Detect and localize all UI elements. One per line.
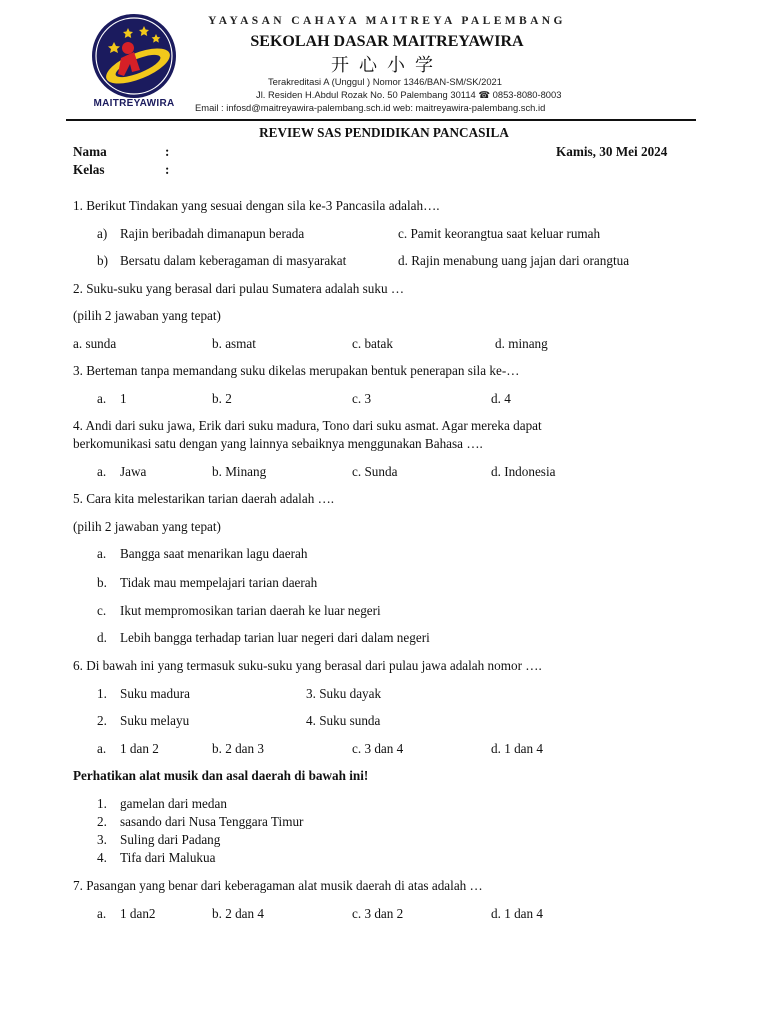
q4-option-a-marker: a. [97,464,107,479]
instruction-heading: Perhatikan alat musik dan asal daerah di bawah ini! [73,768,369,783]
question-1-text: 1. Berikut Tindakan yang sesuai dengan sila ke-3 Pancasila adalah…. [73,198,440,213]
school-logo [84,10,184,114]
instruction-item-1: gamelan dari medan [120,796,227,811]
q5-option-d: Lebih bangga terhadap tarian luar negeri dari dalam negeri [120,630,430,645]
q6-item-1-marker: 1. [97,686,107,701]
q6-item-3: 3. Suku dayak [306,686,382,701]
q2-option-d: d. minang [495,336,548,351]
instruction-item-2-marker: 2. [97,814,107,829]
question-2-text: 2. Suku-suku yang berasal dari pulau Sumatera adalah suku … [73,281,405,296]
q1-option-a: Rajin beribadah dimanapun berada [120,226,305,241]
header-divider [66,119,696,121]
q3-option-c: c. 3 [352,391,372,406]
q7-option-a: 1 dan2 [120,906,156,921]
worksheet-title: REVIEW SAS PENDIDIKAN PANCASILA [259,125,509,140]
q6-option-b: b. 2 dan 3 [212,741,265,756]
q2-option-c: c. batak [352,336,394,351]
school-name: SEKOLAH DASAR MAITREYAWIRA [250,33,524,50]
q4-option-d: d. Indonesia [491,464,556,479]
q6-option-c: c. 3 dan 4 [352,741,404,756]
q3-option-a-marker: a. [97,391,107,406]
class-colon: : [165,162,170,177]
q5-option-d-marker: d. [97,630,107,645]
q6-option-d: d. 1 dan 4 [491,741,544,756]
q3-option-a: 1 [120,391,127,406]
q3-option-d: d. 4 [491,391,511,406]
q5-option-c: Ikut mempromosikan tarian daerah ke luar negeri [120,603,381,618]
question-7-text: 7. Pasangan yang benar dari keberagaman alat musik daerah di atas adalah … [73,878,483,893]
q1-option-a-marker: a) [97,226,108,241]
logo-text: MAITREYAWIRA [93,98,175,109]
address-line: Jl. Residen H.Abdul Rozak No. 50 Palembang 30114 ☎ 0853-8080-8003 [256,89,562,100]
school-emblem-icon [88,12,180,100]
q7-option-d: d. 1 dan 4 [491,906,544,921]
question-5-text: 5. Cara kita melestarikan tarian daerah adalah …. [73,491,335,506]
instruction-item-3: Suling dari Padang [120,832,221,847]
foundation-name: YAYASAN CAHAYA MAITREYA PALEMBANG [208,15,566,27]
name-colon: : [165,144,170,159]
q7-option-c: c. 3 dan 2 [352,906,404,921]
q3-option-b: b. 2 [212,391,232,406]
instruction-item-2: sasando dari Nusa Tenggara Timur [120,814,304,829]
question-6-text: 6. Di bawah ini yang termasuk suku-suku yang berasal dari pulau jawa adalah nomor …. [73,658,542,673]
instruction-item-4-marker: 4. [97,850,107,865]
worksheet-date: Kamis, 30 Mei 2024 [556,144,668,159]
q6-option-a-marker: a. [97,741,107,756]
q1-option-b-marker: b) [97,253,108,268]
q5-option-a-marker: a. [97,546,107,561]
q7-option-a-marker: a. [97,906,107,921]
q4-option-b: b. Minang [212,464,267,479]
question-3-text: 3. Berteman tanpa memandang suku dikelas merupakan bentuk penerapan sila ke-… [73,363,520,378]
q5-option-a: Bangga saat menarikan lagu daerah [120,546,308,561]
q2-option-b: b. asmat [212,336,256,351]
q4-option-a: Jawa [120,464,147,479]
accreditation-line: Terakreditasi A (Unggul ) Nomor 1346/BAN-SM/SK/2021 [268,76,502,87]
q7-option-b: b. 2 dan 4 [212,906,265,921]
contact-line: Email : infosd@maitreyawira-palembang.sch.id web: maitreyawira-palembang.sch.id [195,102,546,113]
instruction-item-3-marker: 3. [97,832,107,847]
q5-option-c-marker: c. [97,603,107,618]
q1-option-b: Bersatu dalam keberagaman di masyarakat [120,253,347,268]
q5-option-b: Tidak mau mempelajari tarian daerah [120,575,318,590]
q6-option-a: 1 dan 2 [120,741,159,756]
instruction-item-4: Tifa dari Malukua [120,850,216,865]
instruction-item-1-marker: 1. [97,796,107,811]
q6-item-4: 4. Suku sunda [306,713,381,728]
q6-item-1: Suku madura [120,686,190,701]
q6-item-2-marker: 2. [97,713,107,728]
question-4-text-line2: berkomunikasi satu dengan yang lainnya sebaiknya menggunakan Bahasa …. [73,436,483,451]
question-5-note: (pilih 2 jawaban yang tepat) [73,519,221,534]
chinese-school-name: 开心小学 [331,55,443,75]
q2-option-a: a. sunda [73,336,117,351]
q1-option-d: d. Rajin menabung uang jajan dari orangtua [398,253,630,268]
name-label: Nama [73,144,107,159]
q5-option-b-marker: b. [97,575,107,590]
q6-item-2: Suku melayu [120,713,190,728]
question-4-text-line1: 4. Andi dari suku jawa, Erik dari suku madura, Tono dari suku asmat. Agar mereka dapat [73,418,542,433]
q1-option-c: c. Pamit keorangtua saat keluar rumah [398,226,601,241]
class-label: Kelas [73,162,105,177]
question-2-note: (pilih 2 jawaban yang tepat) [73,308,221,323]
q4-option-c: c. Sunda [352,464,398,479]
